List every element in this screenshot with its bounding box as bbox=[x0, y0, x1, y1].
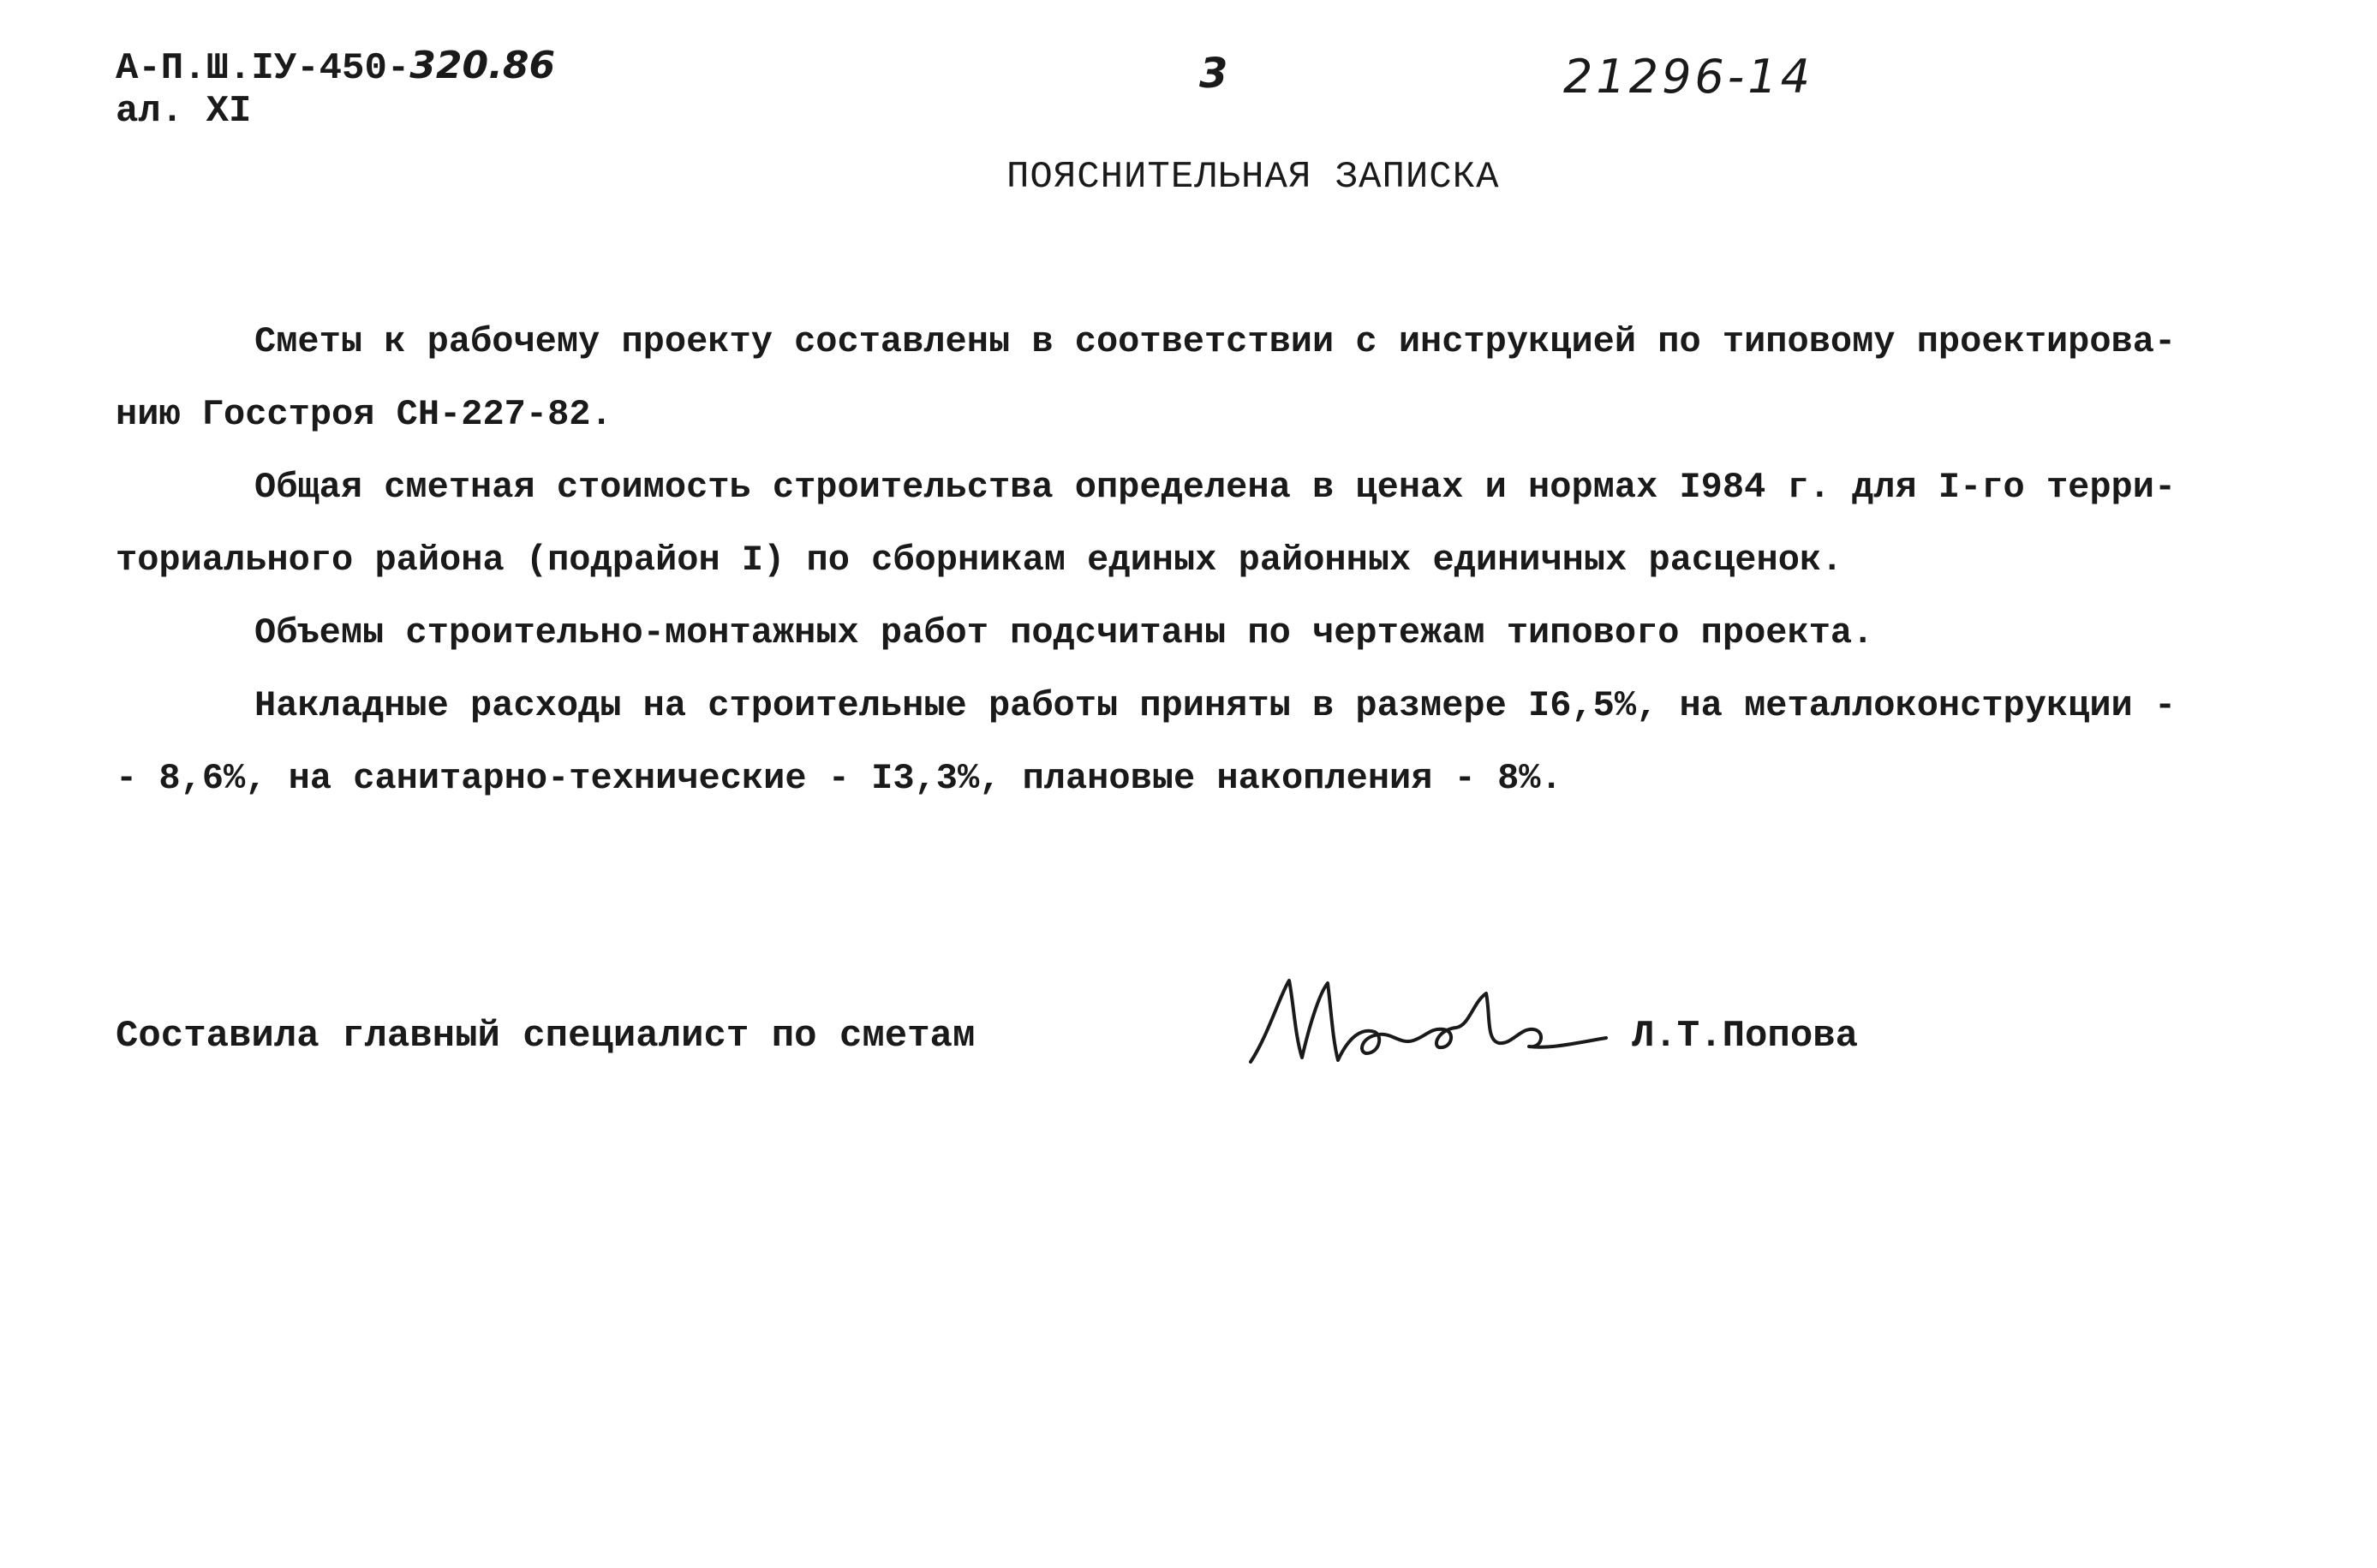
document-number: 21296-14 bbox=[1563, 50, 1813, 104]
body-line: Сметы к рабочему проекту составлены в соответствии с инструкцией по типовому проектирова- bbox=[254, 321, 2177, 362]
body-line: - 8,6%, на санитарно-технические - I3,3%, плановые накопления - 8%. bbox=[116, 758, 1562, 799]
signer-name: Л.Т.Попова bbox=[1632, 1015, 1859, 1058]
page-title: ПОЯСНИТЕЛЬНАЯ ЗАПИСКА bbox=[1006, 156, 1500, 199]
body-line: Общая сметная стоимость строительства определена в ценах и нормах I984 г. для I-го терри- bbox=[254, 467, 2177, 508]
page-number: 3 bbox=[1199, 50, 1228, 98]
code-line-1 bbox=[116, 45, 555, 90]
body-line: нию Госстроя СН-227-82. bbox=[116, 394, 612, 435]
code-typed: А-П.Ш.IУ-450- bbox=[116, 47, 410, 90]
code-line-2: ал. XI bbox=[116, 90, 252, 133]
signoff-label: Составила главный специалист по сметам bbox=[116, 1015, 976, 1058]
body-line: Объемы строительно-монтажных работ подсчитаны по чертежам типового проекта. bbox=[254, 612, 1874, 653]
body-line: Накладные расходы на строительные работы приняты в размере I6,5%, на металлоконструкции - bbox=[254, 685, 2177, 726]
signature-image bbox=[1242, 968, 1610, 1079]
body-line: ториального района (подрайон I) по сборникам единых районных единичных расценок. bbox=[116, 540, 1843, 581]
document-code bbox=[116, 45, 555, 133]
code-handwritten: 320.86 bbox=[409, 44, 556, 87]
